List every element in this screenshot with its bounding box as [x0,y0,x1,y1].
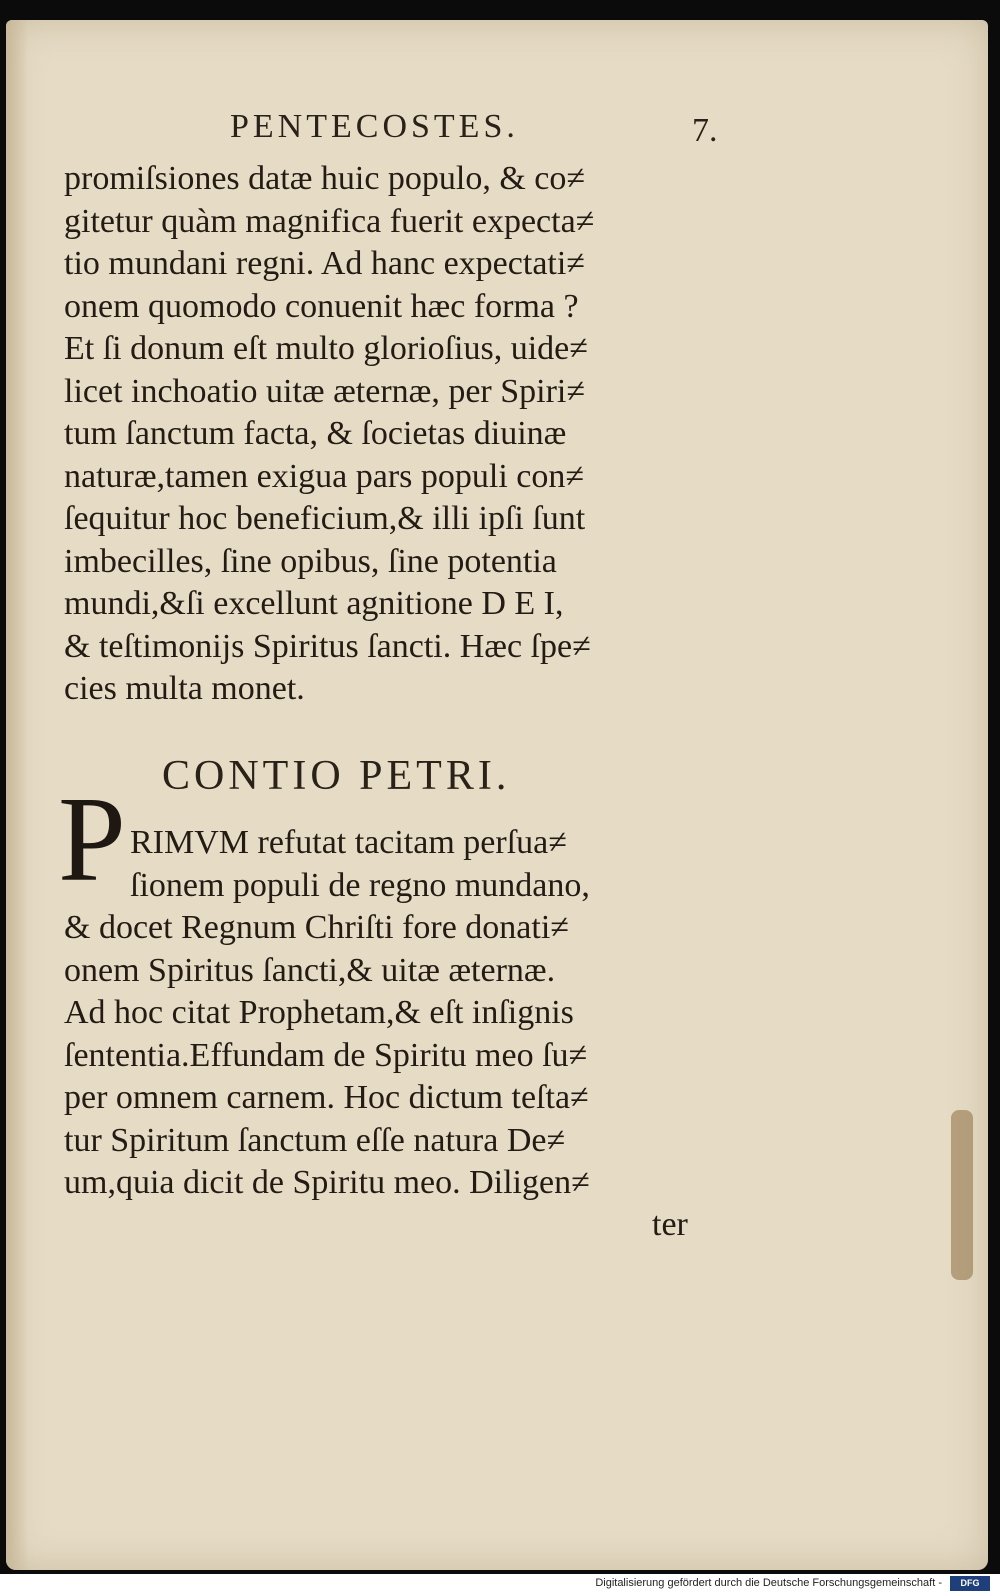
text-line: onem quomodo conuenit hæc forma ? [64,287,579,325]
catchword: ter [652,1206,688,1243]
text-line: & teſtimonijs Spiritus ſancti. Hæc ſpe≠ [64,627,591,665]
running-head: PENTECOSTES. [230,108,519,145]
text-line: tio mundani regni. Ad hanc expectati≠ [64,245,585,282]
folio-number: 7. [692,112,718,149]
text-line: per omnem carnem. Hoc dictum teſta≠ [64,1079,589,1116]
section-heading: CONTIO PETRI. [162,753,511,799]
funding-credit: Digitalisierung gefördert durch die Deutsche Forschungsgemeinschaft - [595,1577,942,1589]
paragraph-2 [64,822,724,1205]
text-line: Ad hoc citat Prophetam,& eſt inſignis [64,994,574,1031]
text-line: gitetur quàm magnifica fuerit expecta≠ [64,202,595,240]
text-line: onem Spiritus ſancti,& uitæ æternæ. [64,951,556,989]
text-line: RIMVM refutat tacitam perſua≠ [130,824,567,861]
dfg-logo: DFG [950,1576,990,1591]
text-line: cies multa monet. [64,670,305,707]
text-line: um,quia dicit de Spiritu meo. Diligen≠ [64,1164,590,1201]
text-line: ſionem populi de regno mundano, [130,866,590,904]
binding-stain [951,1110,973,1280]
paragraph-1 [64,158,724,711]
text-line: imbecilles, ſine opibus, ſine potentia [64,542,557,580]
text-line: naturæ,tamen exigua pars populi con≠ [64,457,585,495]
text-line: ſententia.Effundam de Spiritu meo ſu≠ [64,1036,588,1074]
text-line: & docet Regnum Chriſti fore donati≠ [64,909,569,946]
text-line: promiſsiones datæ huic populo, & co≠ [64,160,586,197]
text-line: tur Spiritum ſanctum eſſe natura De≠ [64,1121,566,1159]
text-line: Et ſi donum eſt multo glorioſius, uide≠ [64,330,588,367]
page-edge-shadow [6,20,28,1570]
text-line: tum ſanctum facta, & ſocietas diuinæ [64,415,567,452]
text-line: licet inchoatio uitæ æternæ, per Spiri≠ [64,372,586,410]
drop-cap-initial: P [58,772,126,907]
text-line: ſequitur hoc beneficium,& illi ipſi ſunt [64,500,586,537]
text-line: mundi,&ſi excellunt agnitione D E I, [64,585,564,622]
